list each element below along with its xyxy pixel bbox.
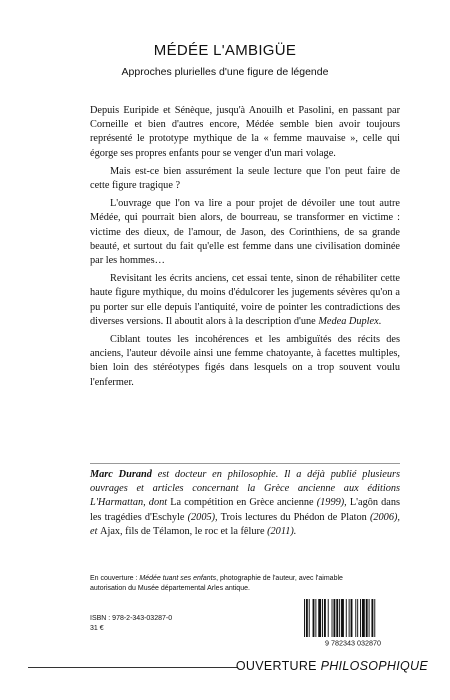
isbn-block <box>90 614 172 634</box>
section-divider <box>90 463 400 464</box>
barcode-bar <box>360 599 361 637</box>
barcode-bar <box>371 599 373 637</box>
credit-cover-title: Médée tuant ses enfants <box>139 575 217 582</box>
barcode-bar <box>304 599 305 637</box>
barcode-bar <box>328 599 329 637</box>
blurb-paragraph-2: Mais est-ce bien assurément la seule lecture que l'on peut faire de cette figure tragique ? <box>90 165 400 192</box>
series-footer <box>0 658 450 676</box>
author-bio <box>90 468 400 539</box>
barcode-bar <box>306 599 308 637</box>
series-name <box>236 659 428 673</box>
bio-book-2: L'agôn dans les tragédies d'Eschyle <box>90 497 401 523</box>
footer-rule <box>28 667 238 668</box>
barcode-bar <box>313 599 315 637</box>
blurb-paragraph-4 <box>90 272 400 329</box>
barcode-bar <box>324 599 326 637</box>
credit-prefix: En couverture : <box>90 575 140 582</box>
bio-book-1: La compétition en Grèce ancienne <box>170 497 314 509</box>
barcode-bar <box>374 599 375 637</box>
book-title: MÉDÉE L'AMBIGÜE <box>153 42 297 59</box>
bio-year-1: (1999), <box>313 497 347 509</box>
barcode <box>300 597 406 647</box>
price: 31 € <box>90 625 104 632</box>
barcode-bar <box>333 599 335 637</box>
cover-credit <box>90 574 350 594</box>
credit-rest: , photographie de l'auteur, avec l'aimable autorisation du Musée départemental Arles antique. <box>90 575 343 592</box>
barcode-bar <box>346 599 347 637</box>
barcode-bar <box>315 599 316 637</box>
bio-year-2: (2005), <box>184 511 218 523</box>
blurb-paragraph-5: Ciblant toutes les incohérences et les ambiguïtés des récits des anciens, l'auteur dévoile ainsi une femme chatoyante, à facettes multiples, bien loin des stéréotypes figés dans lesquels on a trop souvent voulu l'enfermer. <box>90 334 400 388</box>
barcode-bar <box>369 599 370 637</box>
blurb-paragraph-1: Depuis Euripide et Sénèque, jusqu'à Anouilh et Pasolini, en passant par Corneille et bien d'autres encore, Médée semble bien avoir toujours représenté le prototype mythique de la « femme mauvaise », celle qui égorge ses propres enfants pour se venger d'un mari volage. <box>90 105 400 159</box>
series-upright: OUVERTURE <box>235 659 321 673</box>
barcode-bar <box>339 599 340 637</box>
barcode-bar <box>341 599 344 637</box>
barcode-bar <box>309 599 310 637</box>
barcode-bars <box>304 599 375 637</box>
medea-duplex-italic: Medea Duplex <box>318 315 379 327</box>
author-name: Marc Durand <box>90 469 152 480</box>
barcode-bar <box>336 599 338 637</box>
blurb-paragraph-4-end: . <box>378 315 382 327</box>
barcode-bar <box>362 599 365 637</box>
blurb-paragraph-4-text: Revisitant les écrits anciens, cet essai tente, sinon de réhabiliter cette haute figure mythique, du moins d'édulcorer les jugements sévères qu'on a pu porter sur elle depuis l'antiquité, voire de pointer les contradictions des diverses versions. Il aboutit alors à la description d'une <box>90 273 400 327</box>
barcode-bar <box>318 599 321 637</box>
bio-book-4: Ajax, fils de Télamon, le roc et la fêlure <box>100 525 265 537</box>
bio-connector: et <box>90 525 101 537</box>
back-cover-blurb <box>90 104 400 394</box>
barcode-bar <box>332 599 333 637</box>
barcode-bar <box>322 599 323 637</box>
barcode-digits: 9 782343 032870 <box>325 638 381 647</box>
isbn-number: ISBN : 978-2-343-03287-0 <box>90 615 173 622</box>
barcode-bar <box>355 599 356 637</box>
book-subtitle: Approches plurielles d'une figure de légende <box>121 66 329 78</box>
bio-year-4: (2011). <box>264 525 297 537</box>
barcode-bar <box>366 599 368 637</box>
bio-intro: est docteur en philosophie. Il a déjà publié plusieurs ouvrages et articles concernant la Grèce ancienne aux éditions L'Harmattan, dont <box>90 469 400 509</box>
bio-year-3: (2006), <box>366 511 400 523</box>
barcode-bar <box>351 599 353 637</box>
blurb-paragraph-3: L'ouvrage que l'on va lire a pour projet de dévoiler une tout autre Médée, qui pourrait bien alors, de bourreau, se transformer en victime : victime des dieux, de l'amour, de Jason, des Corinthiens, de sa grande beauté, et surtout du fait qu'elle est femme dans une civilisation dominée par les hommes… <box>90 198 400 267</box>
series-italic: PHILOSOPHIQUE <box>320 659 428 673</box>
barcode-bar <box>349 599 350 637</box>
bio-book-3: Trois lectures du Phédon de Platon <box>217 511 367 523</box>
barcode-bar <box>357 599 358 637</box>
